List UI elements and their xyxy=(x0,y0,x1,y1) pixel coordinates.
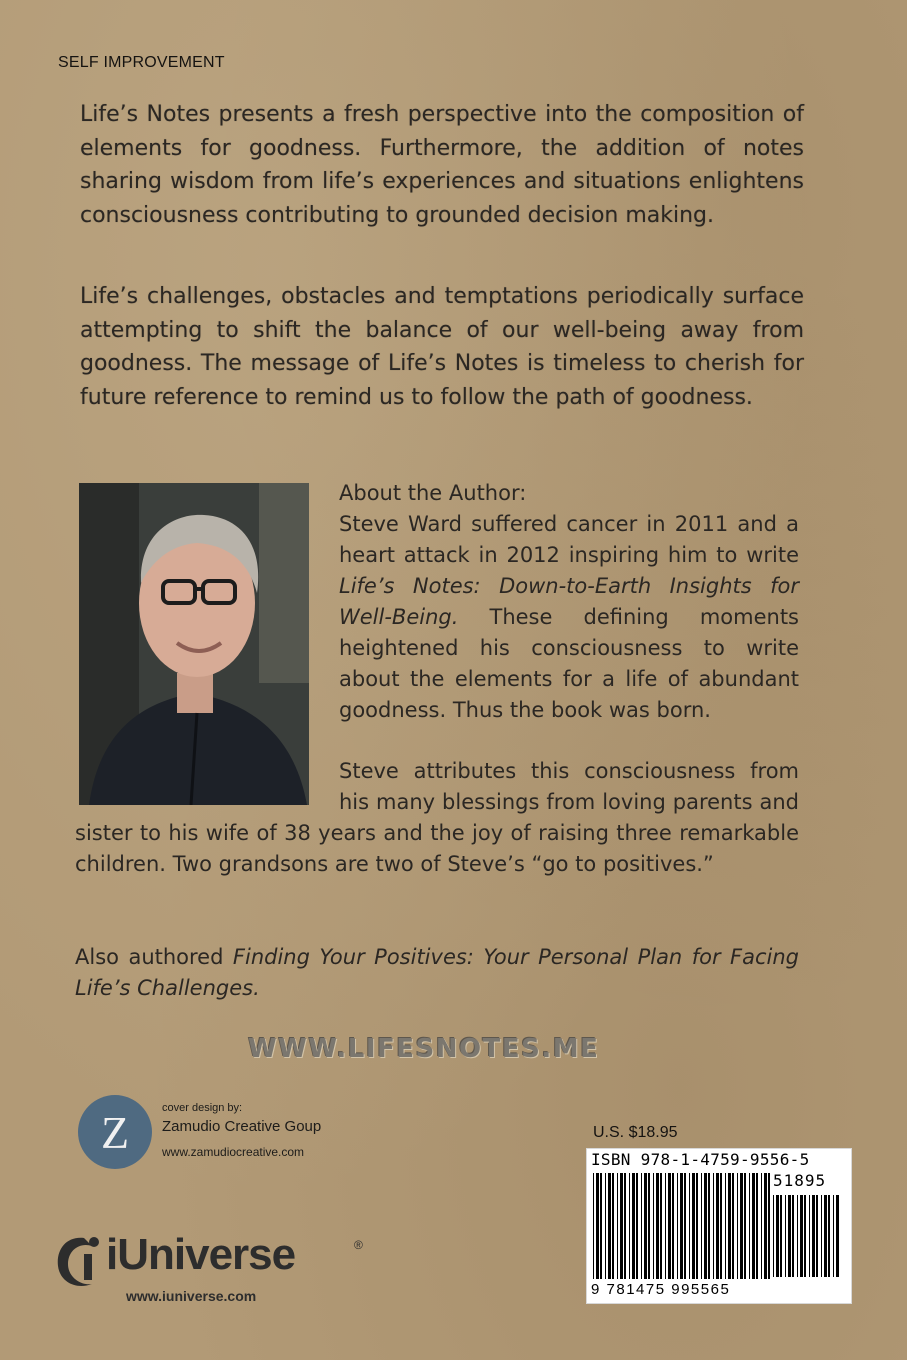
barcode-bar xyxy=(773,1195,774,1277)
barcode-bar xyxy=(632,1173,635,1279)
barcode-bar xyxy=(593,1173,594,1279)
isbn-barcode xyxy=(586,1148,852,1304)
barcode-bar xyxy=(824,1195,827,1277)
barcode-bar xyxy=(792,1195,794,1277)
about-author-heading: About the Author: xyxy=(339,481,527,505)
barcode-bar xyxy=(641,1173,642,1279)
barcode-bar xyxy=(732,1173,734,1279)
registered-mark: ® xyxy=(354,1238,363,1252)
barcode-bar xyxy=(740,1173,743,1279)
cover-design-label: cover design by: xyxy=(162,1102,243,1114)
cover-designer-name: Zamudio Creative Goup xyxy=(162,1118,322,1135)
barcode-bar xyxy=(689,1173,690,1279)
barcode-bar xyxy=(644,1173,647,1279)
barcode-bar xyxy=(653,1173,654,1279)
price-code: 51895 xyxy=(773,1171,827,1190)
barcode-bar xyxy=(629,1173,630,1279)
zamudio-logo: Z xyxy=(78,1095,152,1169)
barcode-bar xyxy=(776,1195,779,1277)
barcode-bar xyxy=(680,1173,683,1279)
barcode-bar xyxy=(660,1173,662,1279)
barcode-bar xyxy=(768,1173,770,1279)
barcode-bar xyxy=(704,1173,707,1279)
price-label: U.S. $18.95 xyxy=(593,1124,678,1141)
barcode-bars xyxy=(593,1173,773,1279)
barcode-bar xyxy=(701,1173,702,1279)
barcode-bar xyxy=(636,1173,638,1279)
description-paragraph-1: Life’s Notes presents a fresh perspective into the composition of elements for goodness. Furthermore, the addition of notes sharing wisdom from life’s experiences and situations enlightens consciousness contributing to grounded decision making. xyxy=(80,102,804,228)
iuniverse-logo xyxy=(54,1232,374,1312)
barcode-bar xyxy=(605,1173,606,1279)
barcode-bar xyxy=(608,1173,611,1279)
other-book-title: Finding Your Positives: Your Personal Plan for Facing Life’s Challenges. xyxy=(75,945,799,1000)
barcode-bar xyxy=(800,1195,803,1277)
barcode-bar xyxy=(764,1173,767,1279)
barcode-bar xyxy=(780,1195,782,1277)
barcode-bar xyxy=(708,1173,710,1279)
barcode-bar xyxy=(797,1195,798,1277)
barcode-bar xyxy=(788,1195,791,1277)
barcode-bar xyxy=(696,1173,698,1279)
barcode-addon-bars xyxy=(773,1195,843,1277)
barcode-number: 9 781475 995565 xyxy=(591,1281,731,1298)
barcode-bar xyxy=(749,1173,750,1279)
barcode-bar xyxy=(648,1173,650,1279)
barcode-bar xyxy=(692,1173,695,1279)
category-label: SELF IMPROVEMENT xyxy=(58,54,225,71)
iuniverse-wordmark: iUniverse xyxy=(106,1230,296,1279)
author-bio-1: Steve Ward suffered cancer in 2011 and a heart attack in 2012 inspiring him to write Life’s Notes: Down-to-Earth Insights for Well-Being. These defining moments heightened his consciousness to write about the elements for a life of abundant goodness. Thus the book was born. xyxy=(339,512,799,722)
description-paragraph-2: Life’s challenges, obstacles and temptations periodically surface attempting to shift the balance of our well-being away from goodness. The message of Life’s Notes is timeless to cherish for future reference to remind us to follow the path of goodness. xyxy=(80,284,804,410)
cover-designer-url[interactable]: www.zamudiocreative.com xyxy=(162,1145,305,1159)
book-title: Life’s Notes: Down-to-Earth Insights for Well-Being. xyxy=(339,574,799,629)
barcode-bar xyxy=(821,1195,822,1277)
barcode-bar xyxy=(713,1173,714,1279)
barcode-bar xyxy=(725,1173,726,1279)
barcode-bar xyxy=(816,1195,818,1277)
barcode-bar xyxy=(716,1173,719,1279)
barcode-bar xyxy=(785,1195,786,1277)
barcode-bar xyxy=(600,1173,602,1279)
also-authored: Also authored Finding Your Positives: Your Personal Plan for Facing Life’s Challenges. xyxy=(75,945,799,1000)
barcode-bar xyxy=(677,1173,678,1279)
barcode-bar xyxy=(612,1173,614,1279)
isbn-number: ISBN 978-1-4759-9556-5 xyxy=(591,1150,810,1169)
iuniverse-swirl-icon xyxy=(54,1232,106,1292)
barcode-bar xyxy=(804,1195,806,1277)
iuniverse-url[interactable]: www.iuniverse.com xyxy=(126,1288,257,1304)
barcode-bar xyxy=(624,1173,626,1279)
barcode-bar xyxy=(617,1173,618,1279)
barcode-bar xyxy=(744,1173,746,1279)
barcode-bar xyxy=(665,1173,666,1279)
barcode-bar xyxy=(596,1173,599,1279)
barcode-bar xyxy=(756,1173,758,1279)
barcode-bar xyxy=(812,1195,815,1277)
website-url[interactable]: WWW.LIFESNOTES.ME xyxy=(248,1034,600,1064)
barcode-bar xyxy=(836,1195,839,1277)
barcode-bar xyxy=(672,1173,674,1279)
barcode-bar xyxy=(761,1173,762,1279)
barcode-bar xyxy=(656,1173,659,1279)
barcode-bar xyxy=(809,1195,810,1277)
barcode-bar xyxy=(728,1173,731,1279)
barcode-bar xyxy=(828,1195,830,1277)
author-bio-2: Steve attributes this consciousness from his many blessings from loving parents and sister to his wife of 38 years and the joy of raising three remarkable children. Two grandsons are two of Steve’s “go to positives.” xyxy=(75,759,799,876)
barcode-bar xyxy=(668,1173,671,1279)
barcode-bar xyxy=(752,1173,755,1279)
barcode-bar xyxy=(720,1173,722,1279)
barcode-bar xyxy=(833,1195,834,1277)
barcode-bar xyxy=(684,1173,686,1279)
barcode-bar xyxy=(737,1173,738,1279)
barcode-bar xyxy=(620,1173,623,1279)
